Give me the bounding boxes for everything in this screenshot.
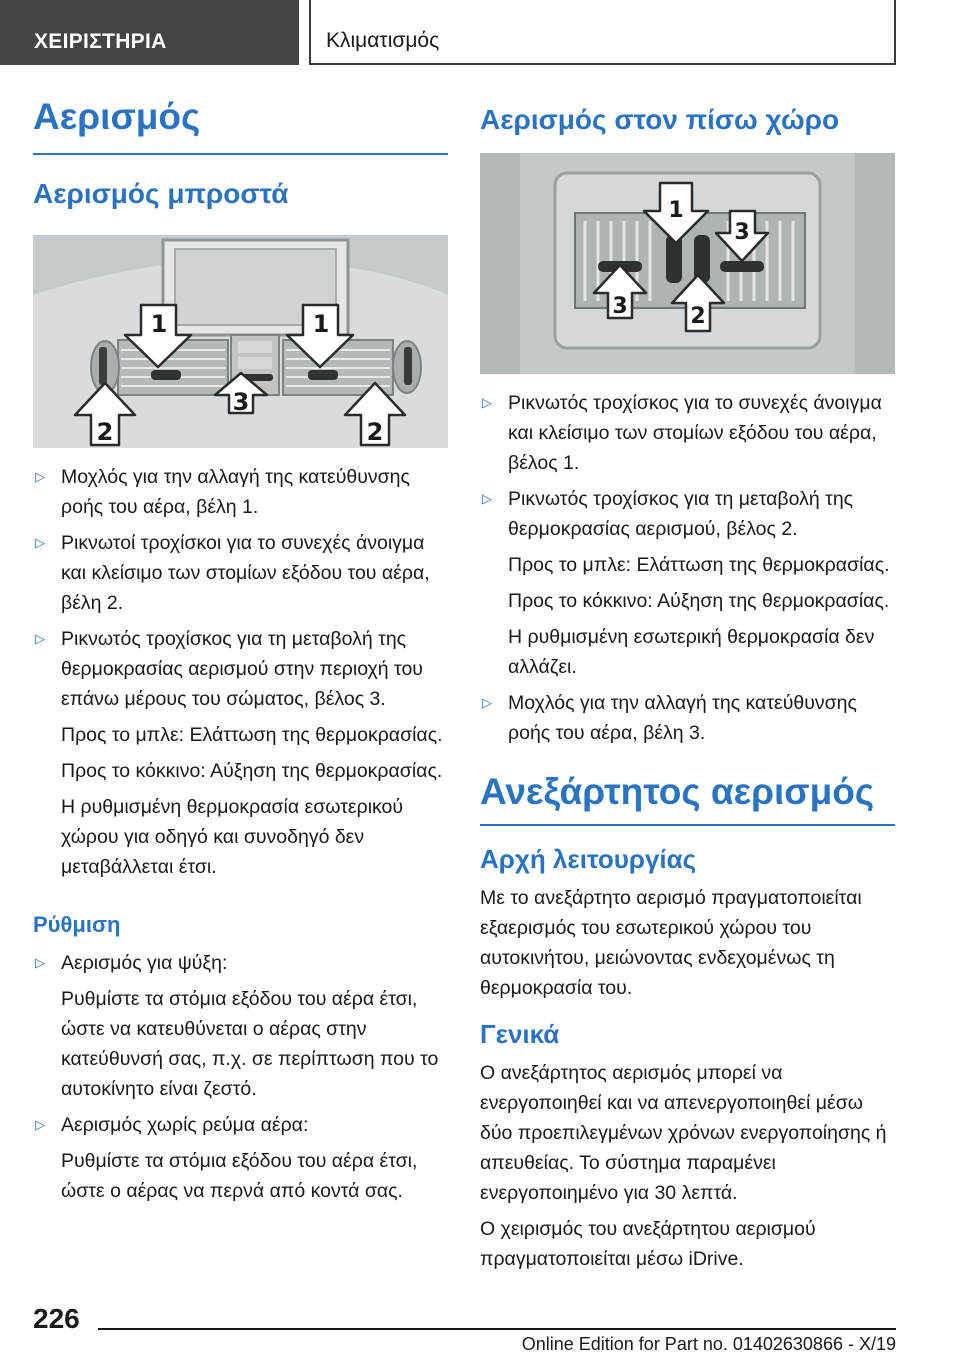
front-ventilation-heading: Αερισμός μπροστά [33, 178, 289, 210]
front-arrow-label-3: 3 [232, 387, 250, 416]
page-title: Αερισμός [33, 95, 448, 155]
front-vents-illustration [33, 235, 448, 448]
item-note: Προς το μπλε: Ελάττωση της θερμοκρασίας. [61, 723, 443, 746]
rear-vents-photo [480, 153, 895, 374]
triangle-right-icon: ▷ [35, 1116, 45, 1132]
list-item: ▷ Αερισμός για ψύξη: Ρυθμίστε τα στόμια εξόδου του αέρα έτσι, ώστε να κατευθύνεται ο αέρας στην κατεύθυνσή σας, π.χ. σε περίπτωση που το αυτοκίνητο είναι ζεστό. [33, 948, 448, 1104]
independent-ventilation-heading: Ανεξάρτητος αερισμός [480, 770, 895, 826]
right-column [480, 95, 895, 1280]
front-arrow-label-2b: 2 [366, 417, 384, 446]
triangle-right-icon: ▷ [482, 490, 492, 506]
list-item: ▷ Μοχλός για την αλλαγή της κατεύθυνσης ροής του αέρα, βέλη 1. [33, 462, 448, 522]
rear-arrow-label-2: 2 [690, 303, 706, 329]
list-item: ▷ Μοχλός για την αλλαγή της κατεύθυνσης ροής του αέρα, βέλη 3. [480, 688, 895, 748]
rear-arrow-label-3b: 3 [612, 293, 628, 319]
list-item: ▷ Αερισμός χωρίς ρεύμα αέρα: Ρυθμίστε τα στόμια εξόδου του αέρα έτσι, ώστε ο αέρας να περνά από κοντά σας. [33, 1110, 448, 1206]
general-text: Ο χειρισμός του ανεξάρτητου αερισμού πραγματοποιείται μέσω iDrive. [480, 1218, 816, 1271]
list-item: ▷ Ρικνωτός τροχίσκος για τη μεταβολή της θερμοκρασίας αερισμού στην περιοχή του επάνω μέρους του σώματος, βέλος 3. Προς το μπλε: Ελάττωση της θερμοκρασίας. Προς το κόκκινο: Αύξηση της θερμοκρασίας. Η ρυθμισμένη θερμοκρασία εσωτερικού χώρου για οδηγό και συνοδηγό δεν μεταβάλλεται έτσι. [33, 624, 448, 882]
footer-divider [98, 1328, 896, 1330]
list-item: ▷ Ρικνωτός τροχίσκος για το συνεχές άνοιγμα και κλείσιμο των στομίων εξόδου του αέρα, βέλος 1. [480, 388, 895, 478]
item-note: Η ρυθμισμένη εσωτερική θερμοκρασία δεν αλλάζει. [508, 625, 875, 678]
section-title: ΧΕΙΡΙΣΤΗΡΙΑ [34, 30, 167, 53]
item-note: Προς το μπλε: Ελάττωση της θερμοκρασίας. [508, 553, 890, 576]
triangle-right-icon: ▷ [35, 630, 45, 646]
edition-note: Online Edition for Part no. 01402630866 - X/19 [521, 1334, 896, 1354]
list-item: ▷ Ρικνωτός τροχίσκος για τη μεταβολή της θερμοκρασίας αερισμού, βέλος 2. Προς το μπλε: Ελάττωση της θερμοκρασίας. Προς το κόκκινο: Αύξηση της θερμοκρασίας. Η ρυθμισμένη εσωτερική θερμοκρασία δεν αλλάζει. [480, 484, 895, 682]
general-heading: Γενικά [480, 1019, 560, 1050]
list-item: ▷ Ρικνωτοί τροχίσκοι για το συνεχές άνοιγμα και κλείσιμο των στομίων εξόδου του αέρα, βέλη 2. [33, 528, 448, 618]
chapter-tab [309, 0, 896, 65]
front-arrow-label-2a: 2 [96, 417, 114, 446]
item-note: Προς το κόκκινο: Αύξηση της θερμοκρασίας. [508, 589, 890, 612]
rear-vent-list [480, 388, 895, 748]
triangle-right-icon: ▷ [35, 954, 45, 970]
triangle-right-icon: ▷ [482, 694, 492, 710]
item-note: Ρυθμίστε τα στόμια εξόδου του αέρα έτσι, ώστε ο αέρας να περνά από κοντά σας. [61, 1149, 418, 1202]
principle-heading: Αρχή λειτουργίας [480, 843, 697, 874]
principle-text: Με το ανεξάρτητο αερισμό πραγματοποιείται εξαερισμός του εσωτερικού χώρου του αυτοκινήτου, μειώνοντας ενδεχομένως τη θερμοκρασία του. [480, 887, 862, 1000]
rear-arrow-label-3a: 3 [734, 219, 750, 245]
setting-heading: Ρύθμιση [33, 911, 121, 937]
left-column [33, 95, 448, 1212]
triangle-right-icon: ▷ [482, 394, 492, 410]
front-vents-photo [33, 235, 448, 448]
section-tab [0, 0, 299, 65]
rear-ventilation-heading: Αερισμός στον πίσω χώρο [480, 104, 840, 135]
setting-list [33, 948, 448, 1206]
rear-vents-illustration [480, 153, 895, 374]
general-text: Ο ανεξάρτητος αερισμός μπορεί να ενεργοποιηθεί και να απενεργοποιηθεί μέσω δύο προεπιλεγμένων χρόνων ενεργοποίησης ή απευθείας. Το σύστημα παραμένει ενεργοποιημένο για 30 λεπτά. [480, 1062, 887, 1205]
front-arrow-label-1b: 1 [312, 309, 330, 338]
page-number: 226 [33, 1303, 80, 1334]
chapter-title: Κλιματισμός [326, 29, 440, 52]
triangle-right-icon: ▷ [35, 534, 45, 550]
item-note: Ρυθμίστε τα στόμια εξόδου του αέρα έτσι, ώστε να κατευθύνεται ο αέρας στην κατεύθυνσή σας, π.χ. σε περίπτωση που το αυτοκίνητο είναι ζεστό. [61, 987, 439, 1100]
front-arrow-label-1a: 1 [150, 309, 168, 338]
item-note: Προς το κόκκινο: Αύξηση της θερμοκρασίας. [61, 759, 443, 782]
front-vent-list [33, 462, 448, 882]
triangle-right-icon: ▷ [35, 468, 45, 484]
item-note: Η ρυθμισμένη θερμοκρασία εσωτερικού χώρου για οδηγό και συνοδηγό δεν μεταβάλλεται έτσι. [61, 795, 404, 878]
rear-arrow-label-1: 1 [668, 197, 684, 223]
